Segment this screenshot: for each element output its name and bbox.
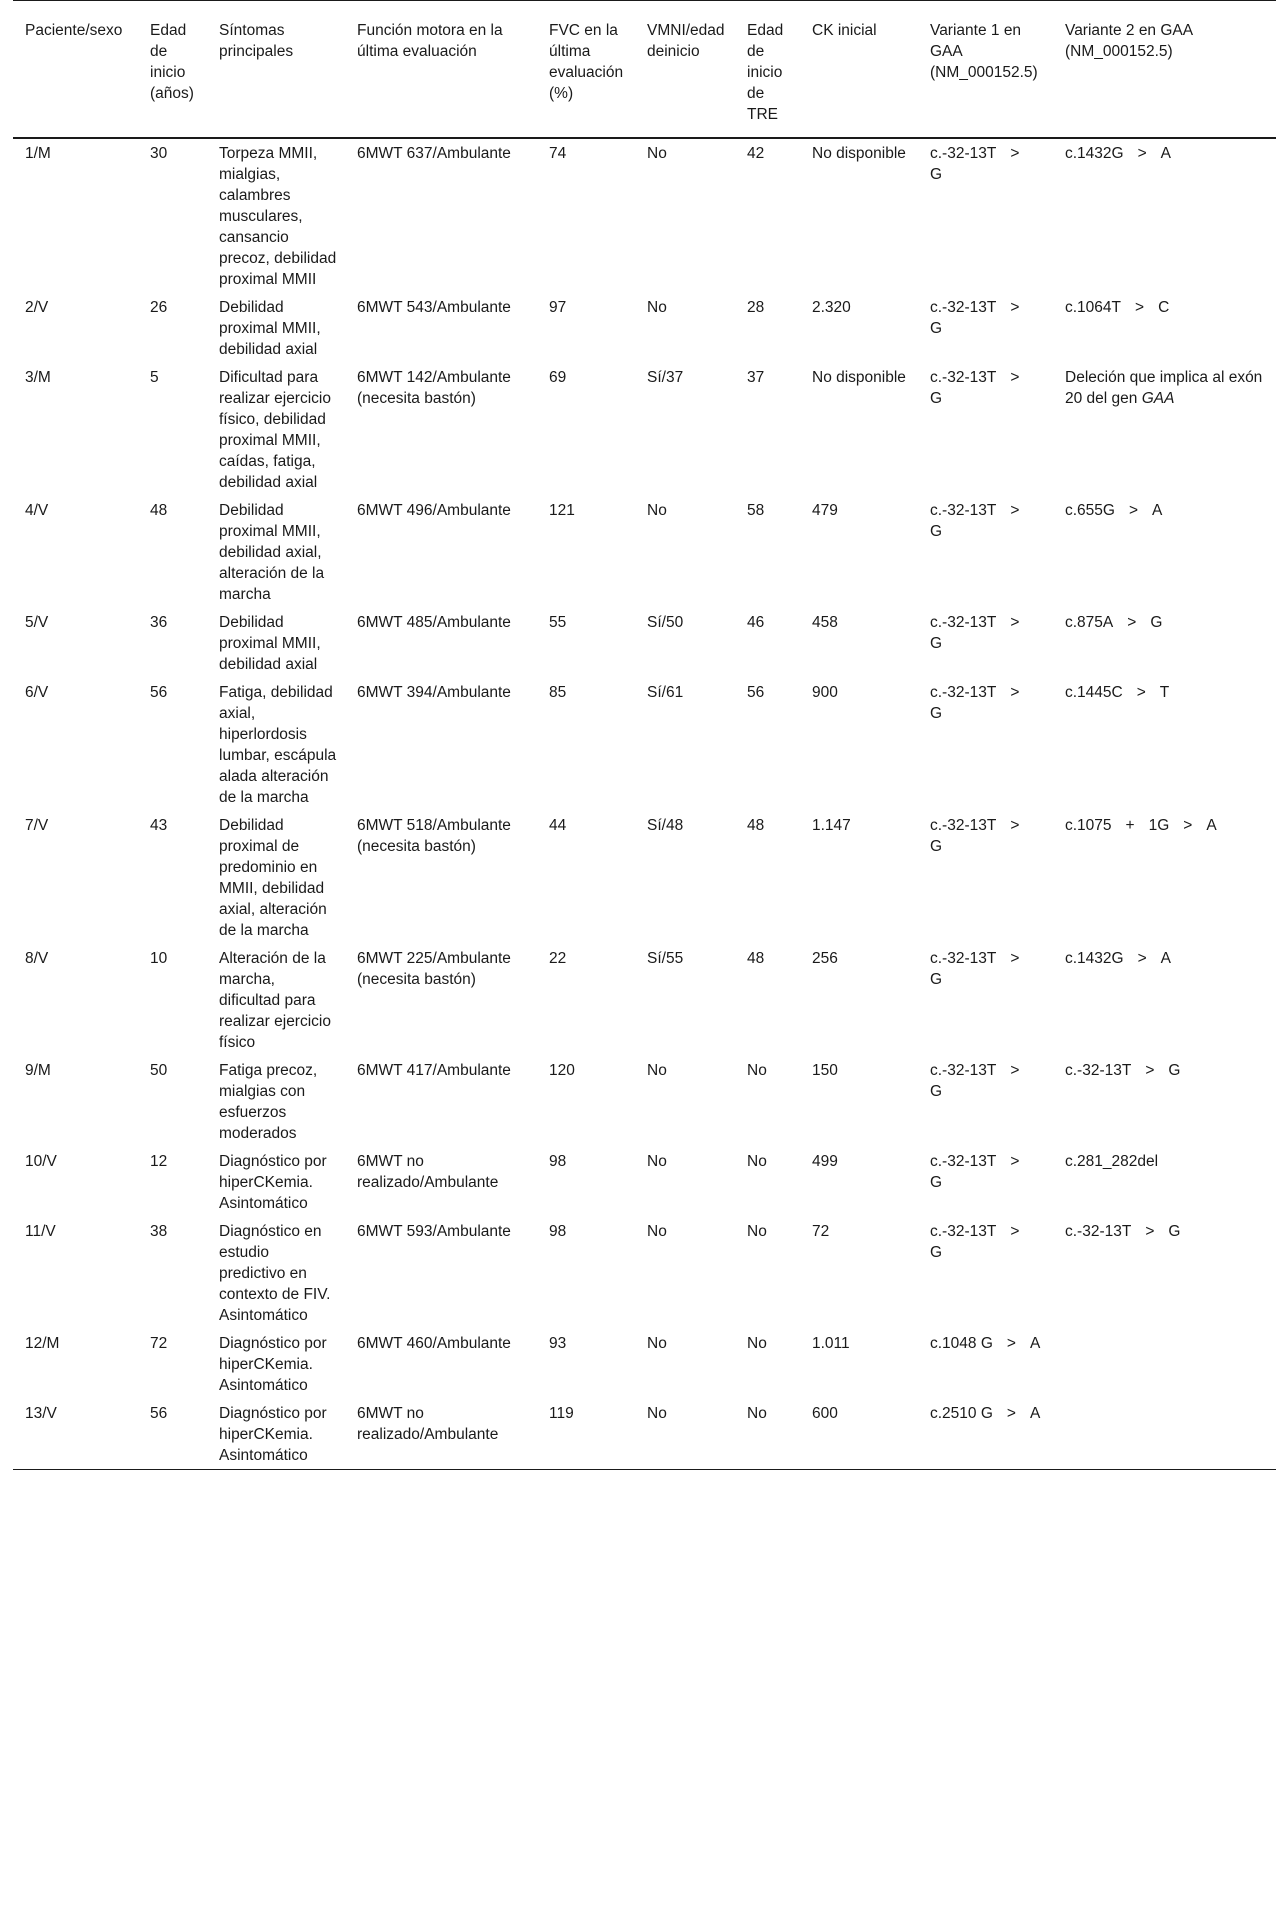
column-header: Edad de inicio de TRE [747, 22, 784, 123]
patient-cell: 1/M [25, 145, 51, 162]
column-header: Paciente/sexo [25, 22, 123, 39]
fvc-cell: 98 [549, 1153, 567, 1170]
niv-cell: No [647, 1335, 667, 1352]
ert-age-cell: No [747, 1062, 767, 1079]
niv-cell: No [647, 299, 667, 316]
table-row [13, 608, 1276, 678]
niv-cell: Sí/55 [647, 950, 684, 967]
onset-age-cell: 30 [150, 145, 168, 162]
fvc-cell: 98 [549, 1223, 567, 1240]
motor-function-cell: 6MWT 496/Ambulante [357, 502, 511, 519]
fvc-cell: 120 [549, 1062, 575, 1079]
variant-alt: G [930, 320, 943, 337]
variant-alt: T [1159, 684, 1170, 701]
table-container [13, 0, 1276, 1470]
variant-ref: c.-32-13T [930, 614, 997, 631]
fvc-cell: 74 [549, 145, 567, 162]
niv-cell: Sí/50 [647, 614, 684, 631]
ck-cell: 900 [812, 684, 838, 701]
variant-ref: c.-32-13T [930, 1153, 997, 1170]
gt-symbol: > [1136, 684, 1146, 701]
fvc-cell: 69 [549, 369, 567, 386]
ck-cell: No disponible [812, 145, 906, 162]
column-header: CK inicial [812, 22, 877, 39]
onset-age-cell: 56 [150, 1405, 168, 1422]
fvc-cell: 85 [549, 684, 567, 701]
gt-symbol: > [1010, 950, 1020, 967]
variant-2-cell [1053, 608, 1276, 678]
patient-cell: 3/M [25, 369, 51, 386]
variant-1-cell [918, 1056, 1053, 1147]
column-header: VMNI/edad deinicio [647, 22, 725, 60]
ck-cell: 72 [812, 1223, 830, 1240]
niv-cell: Sí/37 [647, 369, 684, 386]
ck-cell: 150 [812, 1062, 838, 1079]
patient-cell: 11/V [25, 1223, 56, 1240]
plus-symbol: + [1125, 817, 1135, 834]
ck-cell: 600 [812, 1405, 838, 1422]
variant-ref: c.875A [1065, 614, 1114, 631]
variant-alt: G [930, 838, 943, 855]
variant-ref: c.-32-13T [930, 502, 997, 519]
variant-ref: c.-32-13T [1065, 1062, 1132, 1079]
variant-ref: c.-32-13T [930, 817, 997, 834]
gt-symbol: > [1010, 614, 1020, 631]
variant-ref: c.1432G [1065, 145, 1124, 162]
niv-cell: No [647, 1153, 667, 1170]
fvc-cell: 97 [549, 299, 567, 316]
motor-function-cell: 6MWT 142/Ambulante (necesita bastón) [357, 369, 511, 407]
onset-age-cell: 12 [150, 1153, 168, 1170]
gt-symbol: > [1145, 1062, 1155, 1079]
motor-function-cell: 6MWT 637/Ambulante [357, 145, 511, 162]
patient-cell: 9/M [25, 1062, 51, 1079]
column-header: Variante 1 en GAA (NM_000152.5) [930, 22, 1038, 81]
niv-cell: No [647, 1062, 667, 1079]
variant-1-cell [918, 1217, 1053, 1329]
column-header: Variante 2 en GAA (NM_000152.5) [1065, 22, 1193, 60]
variant-alt: A [1206, 817, 1217, 834]
onset-age-cell: 50 [150, 1062, 168, 1079]
niv-cell: Sí/48 [647, 817, 684, 834]
gt-symbol: > [1010, 502, 1020, 519]
variant-alt: A [1029, 1405, 1041, 1422]
variant-1-cell [918, 293, 1053, 363]
variant-alt: G [930, 1083, 943, 1100]
variant-ref: c.-32-13T [930, 684, 997, 701]
variant-2-cell [1053, 138, 1276, 293]
variant-2-cell [1053, 1147, 1276, 1217]
column-header: Función motora en la última evaluación [357, 22, 503, 60]
gt-symbol: > [1128, 502, 1139, 519]
ert-age-cell: 58 [747, 502, 765, 519]
variant-alt: G [930, 971, 943, 988]
variant-ref: c.1445C [1065, 684, 1123, 701]
table-row [13, 496, 1276, 608]
gt-symbol: > [1010, 145, 1020, 162]
ert-age-cell: No [747, 1335, 767, 1352]
symptoms-cell: Diagnóstico por hiperCKemia. Asintomático [219, 1405, 327, 1464]
symptoms-cell: Alteración de la marcha, dificultad para realizar ejercicio físico [219, 950, 331, 1051]
patient-cell: 8/V [25, 950, 49, 967]
variant-ref: c.-32-13T [930, 369, 997, 386]
variant-1-cell [918, 363, 1053, 496]
niv-cell: No [647, 1223, 667, 1240]
table-row [13, 1147, 1276, 1217]
gt-symbol: > [1137, 145, 1147, 162]
table-row [13, 811, 1276, 944]
motor-function-cell: 6MWT 485/Ambulante [357, 614, 511, 631]
patient-cell: 5/V [25, 614, 49, 631]
ert-age-cell: 48 [747, 817, 765, 834]
variant-1-cell [918, 138, 1053, 293]
variant-1-cell [918, 1399, 1053, 1470]
gt-symbol: > [1137, 950, 1147, 967]
variant-ref: c.-32-13T [1065, 1223, 1132, 1240]
variant-alt: G [930, 390, 943, 407]
symptoms-cell: Diagnóstico en estudio predictivo en contexto de FIV. Asintomático [219, 1223, 331, 1324]
gt-symbol: > [1010, 1062, 1020, 1079]
variant-1-cell [918, 496, 1053, 608]
gt-symbol: > [1010, 299, 1020, 316]
symptoms-cell: Debilidad proximal de predominio en MMII, debilidad axial, alteración de la marcha [219, 817, 327, 939]
fvc-cell: 22 [549, 950, 567, 967]
table-row [13, 363, 1276, 496]
gt-symbol: > [1145, 1223, 1155, 1240]
motor-function-cell: 6MWT no realizado/Ambulante [357, 1405, 499, 1443]
variant-ref: c.1075 [1065, 817, 1112, 834]
variant-alt: A [1160, 145, 1172, 162]
onset-age-cell: 56 [150, 684, 168, 701]
patient-cell: 12/M [25, 1335, 60, 1352]
variant-1-cell [918, 608, 1053, 678]
symptoms-cell: Debilidad proximal MMII, debilidad axial [219, 614, 321, 673]
gt-symbol: > [1127, 614, 1137, 631]
symptoms-cell: Fatiga precoz, mialgias con esfuerzos moderados [219, 1062, 318, 1142]
symptoms-cell: Diagnóstico por hiperCKemia. Asintomático [219, 1335, 327, 1394]
ck-cell: 2.320 [812, 299, 851, 316]
table-row [13, 138, 1276, 293]
onset-age-cell: 43 [150, 817, 168, 834]
variant-1-cell [918, 678, 1053, 811]
ck-cell: 1.147 [812, 817, 851, 834]
motor-function-cell: 6MWT 593/Ambulante [357, 1223, 511, 1240]
symptoms-cell: Torpeza MMII, mialgias, calambres musculares, cansancio precoz, debilidad proximal MMII [219, 145, 337, 288]
gene-name: GAA [1141, 390, 1175, 407]
variant-2-cell [1053, 1399, 1276, 1470]
niv-cell: No [647, 502, 667, 519]
variant-alt: A [1029, 1335, 1041, 1352]
gt-symbol: > [1010, 1153, 1020, 1170]
onset-age-cell: 10 [150, 950, 168, 967]
gt-symbol: > [1135, 299, 1145, 316]
variant-2-cell [1053, 1329, 1276, 1399]
symptoms-cell: Debilidad proximal MMII, debilidad axial [219, 299, 321, 358]
gt-symbol: > [1010, 369, 1020, 386]
ck-cell: 479 [812, 502, 838, 519]
variant-text: c.281_282del [1065, 1153, 1159, 1170]
ert-age-cell: No [747, 1405, 767, 1422]
ert-age-cell: 46 [747, 614, 765, 631]
table-row [13, 1217, 1276, 1329]
patient-cell: 6/V [25, 684, 49, 701]
gt-symbol: > [1010, 817, 1020, 834]
variant-alt: G [1150, 614, 1163, 631]
table-row [13, 1056, 1276, 1147]
onset-age-cell: 48 [150, 502, 168, 519]
patient-cell: 2/V [25, 299, 49, 316]
column-header: Edad de inicio (años) [150, 22, 194, 102]
variant-2-cell [1053, 811, 1276, 944]
gt-symbol: > [1010, 684, 1020, 701]
ck-cell: 1.011 [812, 1335, 850, 1352]
gt-symbol: > [1183, 817, 1193, 834]
variant-alt: A [1152, 502, 1163, 519]
gt-symbol: > [1006, 1405, 1016, 1422]
fvc-cell: 93 [549, 1335, 567, 1352]
variant-alt: G [930, 166, 943, 183]
variant-1-cell [918, 944, 1053, 1056]
motor-function-cell: 6MWT 518/Ambulante (necesita bastón) [357, 817, 511, 855]
variant-ref: c.1048 G [930, 1335, 993, 1352]
niv-cell: Sí/61 [647, 684, 684, 701]
variant-2-cell [1053, 293, 1276, 363]
header-row [13, 1, 1276, 139]
onset-age-cell: 26 [150, 299, 168, 316]
table-row [13, 1399, 1276, 1470]
variant-text: Deleción que implica al exón 20 del gen [1065, 369, 1263, 407]
ert-age-cell: 42 [747, 145, 765, 162]
variant-alt: G [930, 523, 943, 540]
symptoms-cell: Diagnóstico por hiperCKemia. Asintomático [219, 1153, 327, 1212]
motor-function-cell: 6MWT 543/Ambulante [357, 299, 511, 316]
variant-ref: c.-32-13T [930, 1223, 997, 1240]
variant-ref: c.-32-13T [930, 145, 997, 162]
variant-alt: G [930, 705, 943, 722]
variant-2-cell [1053, 944, 1276, 1056]
variant-alt: A [1160, 950, 1172, 967]
ert-age-cell: No [747, 1223, 767, 1240]
patients-table [13, 0, 1276, 1470]
onset-age-cell: 36 [150, 614, 168, 631]
ert-age-cell: No [747, 1153, 767, 1170]
fvc-cell: 55 [549, 614, 567, 631]
patient-cell: 4/V [25, 502, 49, 519]
motor-function-cell: 6MWT 417/Ambulante [357, 1062, 511, 1079]
table-row [13, 293, 1276, 363]
variant-ref: c.655G [1065, 502, 1115, 519]
symptoms-cell: Debilidad proximal MMII, debilidad axial, alteración de la marcha [219, 502, 325, 603]
onset-age-cell: 72 [150, 1335, 168, 1352]
variant-1-cell [918, 1329, 1053, 1399]
patient-cell: 13/V [25, 1405, 57, 1422]
symptoms-cell: Fatiga, debilidad axial, hiperlordosis lumbar, escápula alada alteración de la marcha [219, 684, 337, 806]
fvc-cell: 121 [549, 502, 575, 519]
ck-cell: 458 [812, 614, 838, 631]
variant-ref: c.1064T [1065, 299, 1122, 316]
variant-1-cell [918, 811, 1053, 944]
patient-cell: 7/V [25, 817, 49, 834]
ck-cell: 499 [812, 1153, 838, 1170]
variant-ref: c.2510 G [930, 1405, 993, 1422]
motor-function-cell: 6MWT 394/Ambulante [357, 684, 511, 701]
fvc-cell: 119 [549, 1405, 574, 1422]
variant-ref: c.1432G [1065, 950, 1124, 967]
niv-cell: No [647, 145, 667, 162]
table-row [13, 944, 1276, 1056]
variant-alt: G [1168, 1223, 1181, 1240]
variant-2-cell [1053, 1056, 1276, 1147]
ck-cell: 256 [812, 950, 838, 967]
variant-2-cell [1053, 1217, 1276, 1329]
table-header [13, 1, 1276, 139]
fvc-cell: 44 [549, 817, 567, 834]
table-row [13, 1329, 1276, 1399]
symptoms-cell: Dificultad para realizar ejercicio físico, debilidad proximal MMII, caídas, fatiga, debilidad axial [219, 369, 331, 491]
variant-alt: C [1158, 299, 1170, 316]
column-header: Síntomas principales [219, 22, 294, 60]
ert-age-cell: 56 [747, 684, 765, 701]
variant-ref: c.-32-13T [930, 1062, 997, 1079]
variant-2-cell [1053, 363, 1276, 496]
motor-function-cell: 6MWT 225/Ambulante (necesita bastón) [357, 950, 511, 988]
onset-age-cell: 5 [150, 369, 159, 386]
variant-ref: c.-32-13T [930, 299, 997, 316]
gt-symbol: > [1010, 1223, 1020, 1240]
patient-cell: 10/V [25, 1153, 57, 1170]
table-row [13, 678, 1276, 811]
motor-function-cell: 6MWT 460/Ambulante [357, 1335, 511, 1352]
onset-age-cell: 38 [150, 1223, 168, 1240]
motor-function-cell: 6MWT no realizado/Ambulante [357, 1153, 499, 1191]
variant-1-cell [918, 1147, 1053, 1217]
variant-alt: G [1168, 1062, 1181, 1079]
variant-alt: G [930, 1174, 943, 1191]
variant-2-cell [1053, 678, 1276, 811]
ert-age-cell: 48 [747, 950, 765, 967]
variant-ref: c.-32-13T [930, 950, 997, 967]
table-body [13, 138, 1276, 1470]
ert-age-cell: 37 [747, 369, 765, 386]
niv-cell: No [647, 1405, 667, 1422]
column-header: FVC en la última evaluación (%) [549, 22, 624, 102]
ck-cell: No disponible [812, 369, 906, 386]
gt-symbol: > [1006, 1335, 1016, 1352]
variant-ref-suffix: 1G [1148, 817, 1170, 834]
variant-alt: G [930, 1244, 943, 1261]
variant-alt: G [930, 635, 943, 652]
variant-2-cell [1053, 496, 1276, 608]
ert-age-cell: 28 [747, 299, 765, 316]
